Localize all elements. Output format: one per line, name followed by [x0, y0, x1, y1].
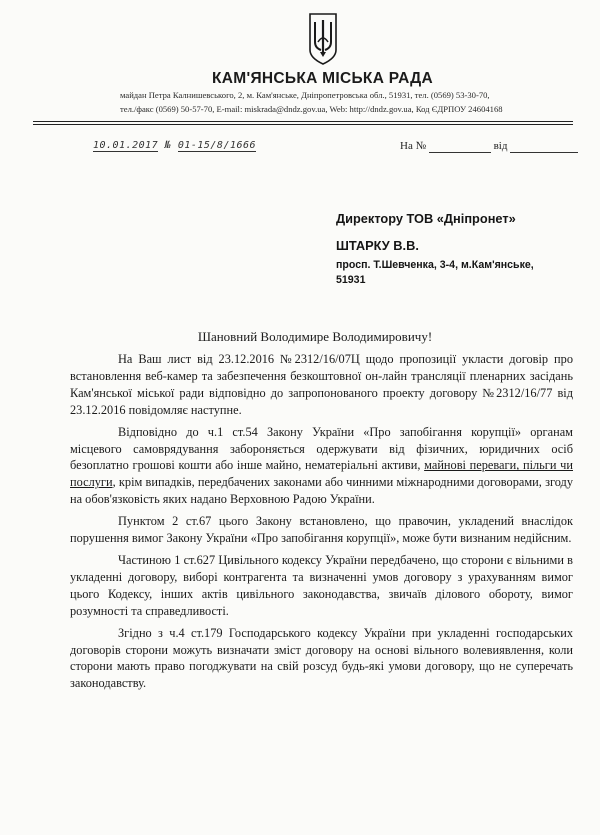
recipient-address-line: просп. Т.Шевченка, 3-4, м.Кам'янське, [336, 259, 534, 271]
paragraph-4: Частиною 1 ст.627 Цивільного кодексу України передбачено, що сторони є вільними в укладенні договору, виборі контрагента та визначенні умов договору з урахуванням вимог цього Кодексу, інших актів цивільного законодавства, звичаїв ділового обороту, вимог розумності та справедливості. [70, 552, 573, 618]
registration-date: 10.01.2017 [93, 140, 159, 151]
recipient-title: Директору ТОВ «Дніпронет» [336, 211, 516, 226]
council-address [120, 88, 575, 116]
council-name: КАМ'ЯНСЬКА МІСЬКА РАДА [212, 70, 433, 87]
paragraph-2 [70, 424, 573, 509]
paragraph-1: На Ваш лист від 23.12.2016 №2312/16/07Ц щодо пропозиції укласти договір про встановлення веб-камер та забезпечення безкоштовної он-лайн трансляції пленарних засідань Кам'янської міської ради відповідно до запропонованого проекту договору №2312/16/77 від 23.12.2016 повідомляє наступне. [70, 352, 573, 417]
letter-body [70, 351, 573, 697]
header-divider [33, 121, 573, 122]
recipient-address [336, 258, 576, 288]
paragraph-2-text: Відповідно до ч.1 ст.54 Закону України «Про запобігання корупції» органам місцевого самоврядування забороняється одержувати від фізичних, юридичних осіб безоплатно грошові кошти або інше майно, нематеріальні активи, [70, 424, 573, 473]
reference-date-blank [510, 140, 578, 153]
trident-emblem-icon [307, 12, 339, 66]
paragraph-2-tail: , крім випадків, передбачених законами або чинними міжнародними договорами, згоду на обов'язковість яких надано Верховною Радою України. [70, 475, 573, 507]
paragraph-2-underlined: майнові переваги, пільги чи послуги [70, 458, 573, 490]
reference-blank [429, 140, 491, 153]
recipient-name: ШТАРКУ В.В. [336, 238, 419, 253]
reference-label: На № [400, 140, 427, 152]
address-line-2: тел./факс (0569) 50-57-70, E-mail: miskrada@dndz.gov.ua, Web: http://dndz.gov.ua, Код ЄДРПОУ 24604168 [120, 104, 503, 114]
reference-field [400, 140, 578, 153]
registration-number-prefix: № [164, 140, 172, 151]
salutation: Шановний Володимире Володимировичу! [197, 329, 433, 344]
address-line-1: майдан Петра Калнишевського, 2, м. Кам'янське, Дніпропетровська обл., 51931, тел. (0569) 53-30-70, [120, 90, 490, 100]
paragraph-5: Згідно з ч.4 ст.179 Господарського кодексу України при укладенні господарських договорів сторони можуть визначати зміст договору на основі вільного волевиявлення, коли сторони мають право погоджувати на свій розсуд будь-які умови договору, що не суперечать законодавству. [70, 625, 573, 691]
reference-from-label: від [493, 140, 508, 152]
header-divider-thin [33, 124, 573, 125]
registration-stamp [93, 140, 256, 151]
recipient-postcode: 51931 [336, 274, 366, 286]
registration-number: 01-15/8/1666 [177, 140, 257, 151]
paragraph-3: Пунктом 2 ст.67 цього Закону встановлено, що правочин, укладений внаслідок порушення вимог Закону України «Про запобігання корупції», може бути визнаним недійсним. [70, 514, 573, 546]
